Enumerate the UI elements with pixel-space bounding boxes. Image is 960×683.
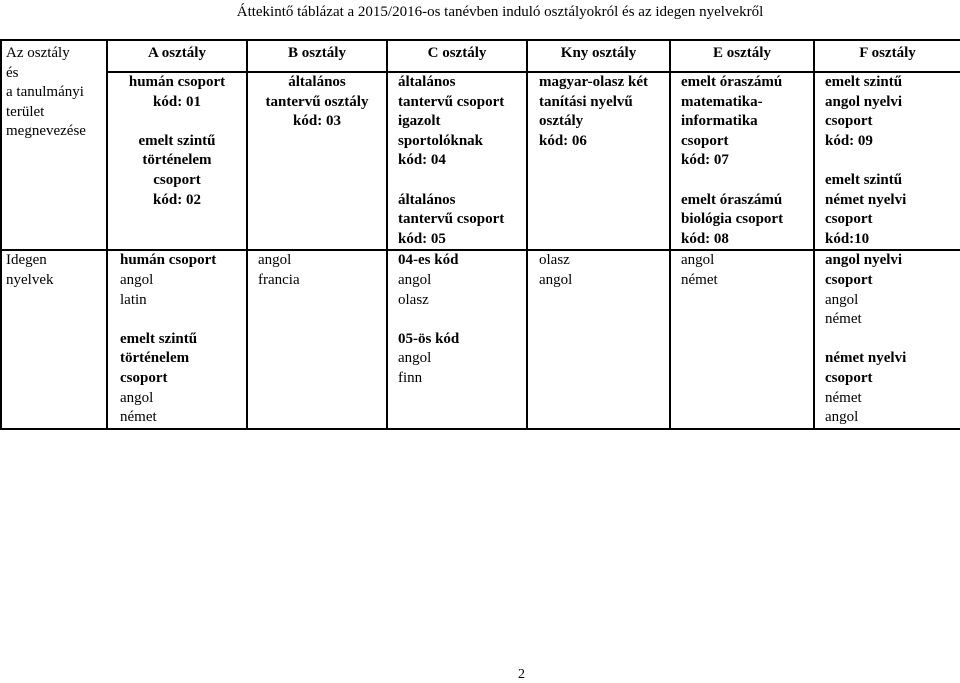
- cell-line: német: [120, 409, 157, 426]
- row-label-line: Idegen: [6, 252, 47, 269]
- classes-overview-table: [0, 39, 960, 430]
- column-header-e: E osztály: [670, 40, 814, 72]
- cell-line: csoport: [153, 171, 201, 188]
- cell-line: francia: [258, 271, 300, 288]
- cell-f-languages: [814, 250, 960, 428]
- cell-line: matematika-: [681, 93, 763, 110]
- cell-line: emelt szintű: [120, 330, 198, 347]
- cell-line: csoport: [825, 211, 873, 228]
- cell-line: csoport: [825, 113, 873, 130]
- cell-line: angol: [398, 350, 432, 367]
- cell-line: tanítási nyelvű: [539, 93, 633, 110]
- corner-line: megnevezése: [6, 123, 86, 140]
- cell-line: angol: [398, 271, 432, 288]
- cell-kny-languages: [527, 250, 670, 428]
- cell-line: emelt óraszámú: [681, 74, 783, 90]
- cell-line: kód: 02: [153, 191, 201, 208]
- cell-line: emelt szintű: [825, 171, 903, 188]
- cell-line: kód: 04: [398, 152, 446, 169]
- cell-line: kód: 07: [681, 152, 729, 169]
- cell-c-languages: [387, 250, 527, 428]
- cell-line: angol: [825, 409, 859, 426]
- cell-b-languages: [247, 250, 387, 428]
- row-label-line: nyelvek: [6, 271, 54, 288]
- cell-line: latin: [120, 291, 147, 308]
- cell-a-languages: [107, 250, 247, 428]
- cell-line: csoport: [825, 271, 873, 288]
- cell-line: kód: 08: [681, 230, 729, 247]
- cell-line: angol: [825, 291, 859, 308]
- table-header-row: [1, 40, 960, 72]
- cell-line: tantervű csoport: [398, 211, 505, 228]
- cell-line: informatika: [681, 113, 758, 130]
- cell-line: 04-es kód: [398, 252, 459, 269]
- cell-line: kód: 09: [825, 132, 873, 149]
- cell-b-study-area: [247, 72, 387, 250]
- cell-line: igazolt: [398, 113, 441, 130]
- cell-line: német: [825, 389, 862, 406]
- table-row-study-area: [1, 72, 960, 250]
- cell-f-study-area: [814, 72, 960, 250]
- cell-line: tantervű csoport: [398, 93, 505, 110]
- cell-line: kód:10: [825, 230, 870, 247]
- row-header-languages: [1, 250, 107, 428]
- cell-line: tantervű osztály: [265, 93, 369, 110]
- cell-e-languages: [670, 250, 814, 428]
- cell-line: humán csoport: [128, 74, 226, 90]
- column-header-b: B osztály: [247, 40, 387, 72]
- cell-line: biológia csoport: [681, 211, 784, 228]
- corner-line: Az osztály: [6, 45, 70, 61]
- cell-line: angol nyelvi: [825, 93, 903, 110]
- corner-line: és: [6, 64, 19, 81]
- cell-line: kód: 03: [293, 113, 341, 130]
- cell-line: történelem: [142, 152, 212, 169]
- corner-header-cell: [1, 40, 107, 250]
- cell-line: általános: [288, 74, 346, 90]
- cell-line: kód: 01: [153, 93, 201, 110]
- cell-line: német: [825, 311, 862, 328]
- cell-line: angol: [120, 389, 154, 406]
- cell-line: német: [681, 271, 718, 288]
- cell-line: csoport: [825, 369, 873, 386]
- table-row-languages: [1, 250, 960, 428]
- cell-line: finn: [398, 369, 423, 386]
- cell-line: olasz: [398, 291, 429, 308]
- cell-line: 05-ös kód: [398, 330, 460, 347]
- cell-line: magyar-olasz két: [539, 74, 648, 90]
- cell-line: emelt szintű: [825, 74, 903, 90]
- cell-line: általános: [398, 191, 456, 208]
- cell-line: angol: [258, 252, 292, 269]
- column-header-kny: Kny osztály: [527, 40, 670, 72]
- cell-line: csoport: [681, 132, 729, 149]
- page-number: 2: [518, 667, 525, 682]
- cell-line: angol: [120, 271, 154, 288]
- cell-line: osztály: [539, 113, 584, 130]
- cell-line: német nyelvi: [825, 191, 907, 208]
- cell-line: általános: [398, 74, 456, 90]
- column-header-f: F osztály: [814, 40, 960, 72]
- cell-line: humán csoport: [120, 252, 217, 269]
- cell-line: német nyelvi: [825, 350, 907, 367]
- document-title: Áttekintő táblázat a 2015/2016-os tanévben induló osztályokról és az idegen nyelvekről: [236, 4, 764, 20]
- corner-line: terület: [6, 103, 45, 120]
- cell-a-study-area: [107, 72, 247, 250]
- cell-line: olasz: [539, 252, 570, 269]
- cell-line: kód: 06: [539, 132, 587, 149]
- cell-line: csoport: [120, 369, 168, 386]
- cell-e-study-area: [670, 72, 814, 250]
- cell-line: emelt szintű: [138, 132, 216, 149]
- column-header-a: A osztály: [107, 40, 247, 72]
- cell-line: angol: [539, 271, 573, 288]
- cell-line: angol nyelvi: [825, 252, 903, 269]
- cell-c-study-area: [387, 72, 527, 250]
- cell-line: történelem: [120, 350, 190, 367]
- cell-line: sportolóknak: [398, 132, 484, 149]
- corner-line: a tanulmányi: [6, 84, 84, 101]
- cell-line: emelt óraszámú: [681, 191, 783, 208]
- column-header-c: C osztály: [387, 40, 527, 72]
- cell-line: angol: [681, 252, 715, 269]
- cell-line: kód: 05: [398, 230, 446, 247]
- cell-kny-study-area: [527, 72, 670, 250]
